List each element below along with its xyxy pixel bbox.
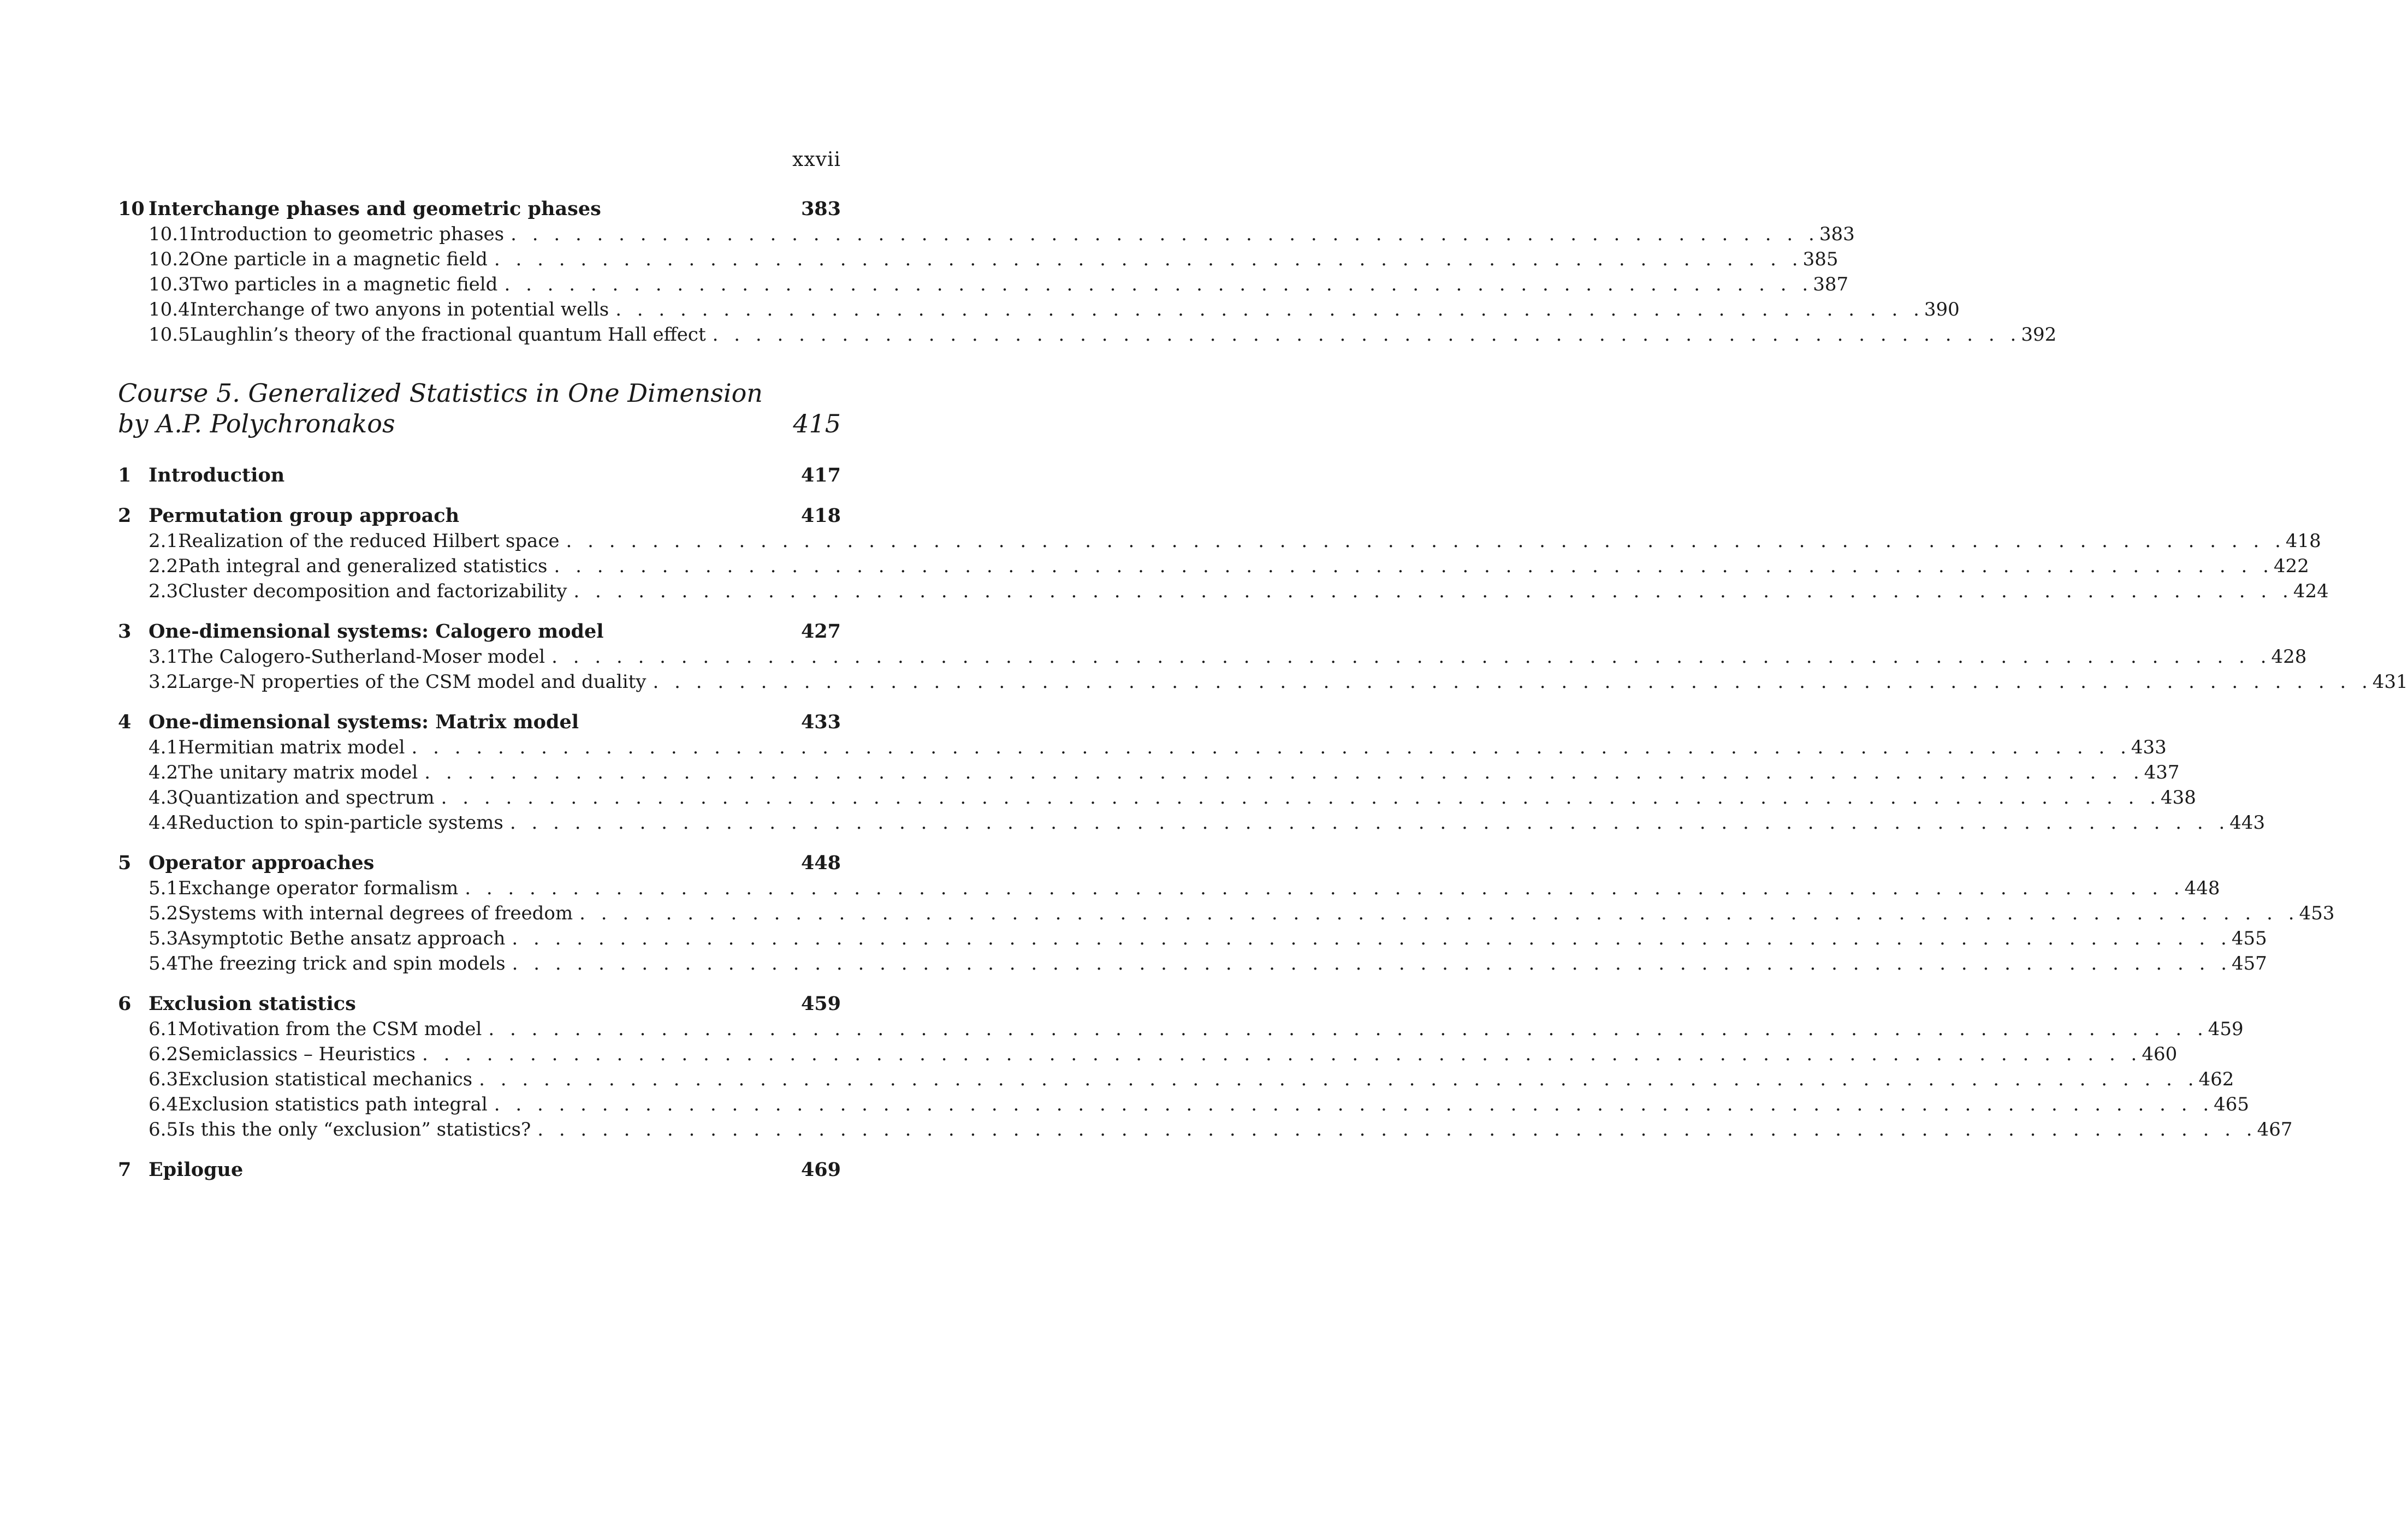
subsection-number: 3.1 [149,646,179,668]
section-title: One-dimensional systems: Calogero model [149,620,604,643]
subsection-number: 5.1 [149,877,179,899]
subsection-number: 4.1 [149,736,179,758]
table-of-contents [118,197,2408,1183]
subsection-page: 424 [2293,580,2329,602]
section-gap [118,604,841,619]
toc-subsection[interactable] [118,876,2220,901]
subsection-page: 467 [2257,1119,2293,1140]
subsection-number: 2.1 [149,530,179,552]
toc-subsection[interactable] [118,322,2057,347]
dot-leader: . . . . . . . . . . . . . . . . . . . . . . . . . . . . . . . . . . . . . . . . . . . . . . . . . . . . . . . . . . . . . . . . . . . . . . . . . . . . . . . . [479,1068,2199,1090]
toc-subsection[interactable] [118,785,2196,810]
subsection-title: Introduction to geometric phases [189,223,505,245]
section-page: 469 [800,1158,841,1181]
section-gap [118,835,841,851]
toc-subsection[interactable] [118,1042,2178,1067]
subsection-page: 418 [2285,530,2321,552]
dot-leader: . . . . . . . . . . . . . . . . . . . . . . . . . . . . . . . . . . . . . . . . . . . . . . . . . . . . . . . . . . . . . [494,248,1803,270]
subsection-page: 431 [2372,671,2408,693]
dot-leader: . . . . . . . . . . . . . . . . . . . . . . . . . . . . . . . . . . . . . . . . . . . . . . . . . . . . . . . . . . . . . . . . . . . . . . . . . . . . . . . . [573,580,2293,602]
subsection-title: The unitary matrix model [178,762,418,783]
toc-section[interactable] [118,503,841,528]
subsection-page: 457 [2232,953,2267,975]
subsection-page: 383 [1819,223,1855,245]
subsection-title: Motivation from the CSM model [178,1018,482,1040]
subsection-title: Systems with internal degrees of freedom [178,902,573,924]
subsection-page: 443 [2229,812,2265,834]
subsection-number: 10.1 [149,223,190,245]
subsection-number: 4.4 [149,812,179,834]
subsection-number: 2.3 [149,580,179,602]
dot-leader: . . . . . . . . . . . . . . . . . . . . . . . . . . . . . . . . . . . . . . . . . . . . . . . . . . . . . . . . . . . . . . . . . . . . . . . . . . . . . . . . [441,787,2161,809]
subsection-number: 5.4 [149,953,179,975]
toc-subsection[interactable] [118,554,2309,579]
section-title: Introduction [149,464,285,486]
section-title: One-dimensional systems: Matrix model [149,711,579,733]
subsection-page: 387 [1813,274,1849,295]
toc-subsection[interactable] [118,760,2180,785]
course-sections [118,463,2408,1183]
toc-subsection[interactable] [118,735,2167,760]
subsection-page: 433 [2131,736,2167,758]
subsection-title: Reduction to spin-particle systems [178,812,503,834]
subsection-number: 2.2 [149,555,179,577]
subsection-title: Realization of the reduced Hilbert space [178,530,560,552]
section-page: 383 [800,198,841,220]
dot-leader: . . . . . . . . . . . . . . . . . . . . . . . . . . . . . . . . . . . . . . . . . . . . . . . . . . . . . . . . . . . . . . . . . . . . . . . . . . . . . . . . [465,877,2185,899]
section-number: 5 [118,852,132,874]
subsection-number: 4.3 [149,787,179,809]
section-gap [118,976,841,991]
section-gap [118,694,841,710]
subsection-number: 6.1 [149,1018,179,1040]
section-title: Interchange phases and geometric phases [149,198,601,220]
course-title: Course 5. Generalized Statistics in One Dimension [118,378,763,408]
dot-leader: . . . . . . . . . . . . . . . . . . . . . . . . . . . . . . . . . . . . . . . . . . . . . . . . . . . . . . . . . . . . . . . . . . . . . . . . . . . . . . . . [566,530,2286,552]
toc-section[interactable] [118,1157,841,1183]
subsection-title: Exclusion statistics path integral [178,1094,488,1115]
subsection-number: 4.2 [149,762,179,783]
section-number: 4 [118,711,132,733]
course-author: by A.P. Polychronakos [118,409,395,438]
subsection-page: 455 [2231,928,2267,949]
subsection-page: 459 [2208,1018,2244,1040]
course-heading [118,378,841,439]
subsection-number: 6.5 [149,1119,179,1140]
subsection-title: Semiclassics – Heuristics [178,1043,416,1065]
toc-subsection[interactable] [118,579,2329,604]
toc-subsection[interactable] [118,951,2267,976]
section-page: 448 [800,852,841,874]
dot-leader: . . . . . . . . . . . . . . . . . . . . . . . . . . . . . . . . . . . . . . . . . . . . . . . . . . . . . . . . . . . . . . . . . . . . . . . . . . . . . . . . [411,736,2131,758]
dot-leader: . . . . . . . . . . . . . . . . . . . . . . . . . . . . . . . . . . . . . . . . . . . . . . . . . . . . . . . . . . . . . . . . . . . . . . . . . . . . . . . . [512,953,2232,975]
dot-leader: . . . . . . . . . . . . . . . . . . . . . . . . . . . . . . . . . . . . . . . . . . . . . . . . . . . . . . . . . . . . . . . . . . . . . . . . . . . . . . . . [579,902,2299,924]
subsection-page: 462 [2198,1068,2234,1090]
toc-section[interactable] [118,851,841,876]
section-number: 3 [118,620,132,643]
toc-subsection[interactable] [118,926,2267,951]
subsection-number: 10.3 [149,274,190,295]
section-gap [118,1142,841,1157]
toc-subsection[interactable] [118,1117,2293,1142]
toc-subsection[interactable] [118,669,2408,694]
toc-subsection[interactable] [118,644,2307,669]
section-number: 10 [118,198,145,220]
subsection-title: Two particles in a magnetic field [189,274,498,295]
section-page: 459 [800,993,841,1015]
section-title: Exclusion statistics [149,993,356,1015]
toc-subsection[interactable] [118,528,2321,554]
subsection-number: 10.5 [149,324,190,346]
subsection-title: Exclusion statistical mechanics [178,1068,473,1090]
subsection-title: Is this the only “exclusion” statistics? [178,1119,531,1140]
subsection-page: 460 [2142,1043,2178,1065]
toc-subsection[interactable] [118,1067,2234,1092]
subsection-page: 453 [2299,902,2335,924]
dot-leader: . . . . . . . . . . . . . . . . . . . . . . . . . . . . . . . . . . . . . . . . . . . . . . . . . . . . . . . . . . . . . . . . . . . . . . . . . . . . . . . . [422,1043,2142,1065]
section-page: 417 [800,464,841,486]
subsection-page: 422 [2273,555,2309,577]
chapter10-subsections [118,222,2057,347]
toc-section[interactable] [118,619,841,644]
subsection-title: Large-N properties of the CSM model and duality [178,671,647,693]
toc-subsection[interactable] [118,1017,2244,1042]
subsection-title: One particle in a magnetic field [189,248,488,270]
dot-leader: . . . . . . . . . . . . . . . . . . . . . . . . . . . . . . . . . . . . . . . . . . . . . . . . . . . . . . . . . . . . . . . . . . . . . . . . . . . . . . . . [537,1119,2257,1140]
toc-subsection[interactable] [118,272,1849,297]
dot-leader: . . . . . . . . . . . . . . . . . . . . . . . . . . . . . . . . . . . . . . . . . . . . . . . . . . . . . . . . . . . . . . . . . . . . . . . . . . . . . . . . [424,762,2144,783]
subsection-title: Hermitian matrix model [178,736,405,758]
subsection-title: Path integral and generalized statistics [178,555,548,577]
dot-leader: . . . . . . . . . . . . . . . . . . . . . . . . . . . . . . . . . . . . . . . . . . . . . . . . . . . . . . . . . . . . . . . . . . . . . . . . . . . . . . . . [554,555,2274,577]
subsection-title: The freezing trick and spin models [178,953,506,975]
subsection-number: 10.4 [149,299,190,320]
dot-leader: . . . . . . . . . . . . . . . . . . . . . . . . . . . . . . . . . . . . . . . . . . . . . . . . . . . . . . . . . . . . . . . . . . . . . . . . . . . . . . . . [512,928,2232,949]
section-title: Permutation group approach [149,504,460,527]
subsection-page: 392 [2021,324,2057,346]
toc-section[interactable] [118,991,841,1017]
dot-leader: . . . . . . . . . . . . . . . . . . . . . . . . . . . . . . . . . . . . . . . . . . . . . . . . . . . . . . . . . . . . . . . . . . . . . . . . . . . . . . . . [509,812,2230,834]
subsection-title: Cluster decomposition and factorizability [178,580,567,602]
subsection-number: 5.3 [149,928,179,949]
subsection-number: 5.2 [149,902,179,924]
subsection-title: Laughlin’s theory of the fractional quantum Hall effect [189,324,706,346]
subsection-page: 448 [2184,877,2220,899]
dot-leader: . . . . . . . . . . . . . . . . . . . . . . . . . . . . . . . . . . . . . . . . . . . . . . . . . . . . . . . . . . . . . [511,223,1819,245]
section-title: Operator approaches [149,852,375,874]
section-number: 7 [118,1158,132,1181]
subsection-number: 10.2 [149,248,190,270]
subsection-title: The Calogero-Sutherland-Moser model [178,646,545,668]
section-page: 418 [800,504,841,527]
dot-leader: . . . . . . . . . . . . . . . . . . . . . . . . . . . . . . . . . . . . . . . . . . . . . . . . . . . . . . . . . . . . . [712,324,2021,346]
toc-subsection[interactable] [118,297,1960,322]
dot-leader: . . . . . . . . . . . . . . . . . . . . . . . . . . . . . . . . . . . . . . . . . . . . . . . . . . . . . . . . . . . . . [615,299,1924,320]
toc-subsection[interactable] [118,810,2265,835]
section-number: 6 [118,993,132,1015]
subsection-page: 437 [2144,762,2180,783]
section-page: 427 [800,620,841,643]
section-number: 2 [118,504,132,527]
subsection-page: 438 [2161,787,2196,809]
course-page: 415 [793,409,841,438]
dot-leader: . . . . . . . . . . . . . . . . . . . . . . . . . . . . . . . . . . . . . . . . . . . . . . . . . . . . . . . . . . . . . [504,274,1813,295]
subsection-title: Exchange operator formalism [178,877,459,899]
section-page: 433 [800,711,841,733]
toc-subsection[interactable] [118,901,2335,926]
subsection-page: 428 [2271,646,2307,668]
section-number: 1 [118,464,132,486]
section-gap [118,488,841,503]
toc-section[interactable] [118,197,841,222]
subsection-title: Interchange of two anyons in potential wells [189,299,609,320]
dot-leader: . . . . . . . . . . . . . . . . . . . . . . . . . . . . . . . . . . . . . . . . . . . . . . . . . . . . . . . . . . . . . . . . . . . . . . . . . . . . . . . . [653,671,2373,693]
toc-subsection[interactable] [118,1092,2250,1117]
toc-subsection[interactable] [118,222,1855,247]
dot-leader: . . . . . . . . . . . . . . . . . . . . . . . . . . . . . . . . . . . . . . . . . . . . . . . . . . . . . . . . . . . . . . . . . . . . . . . . . . . . . . . . [494,1094,2214,1115]
subsection-number: 3.2 [149,671,179,693]
toc-section[interactable] [118,463,841,488]
page-number: xxvii [792,148,841,171]
subsection-number: 6.4 [149,1094,179,1115]
toc-subsection[interactable] [118,247,1838,272]
subsection-number: 6.2 [149,1043,179,1065]
subsection-title: Quantization and spectrum [178,787,435,809]
subsection-page: 385 [1802,248,1838,270]
subsection-number: 6.3 [149,1068,179,1090]
section-title: Epilogue [149,1158,244,1181]
subsection-page: 465 [2214,1094,2250,1115]
subsection-title: Asymptotic Bethe ansatz approach [178,928,506,949]
dot-leader: . . . . . . . . . . . . . . . . . . . . . . . . . . . . . . . . . . . . . . . . . . . . . . . . . . . . . . . . . . . . . . . . . . . . . . . . . . . . . . . . [488,1018,2208,1040]
subsection-page: 390 [1924,299,1960,320]
dot-leader: . . . . . . . . . . . . . . . . . . . . . . . . . . . . . . . . . . . . . . . . . . . . . . . . . . . . . . . . . . . . . . . . . . . . . . . . . . . . . . . . [551,646,2271,668]
toc-section[interactable] [118,710,841,735]
